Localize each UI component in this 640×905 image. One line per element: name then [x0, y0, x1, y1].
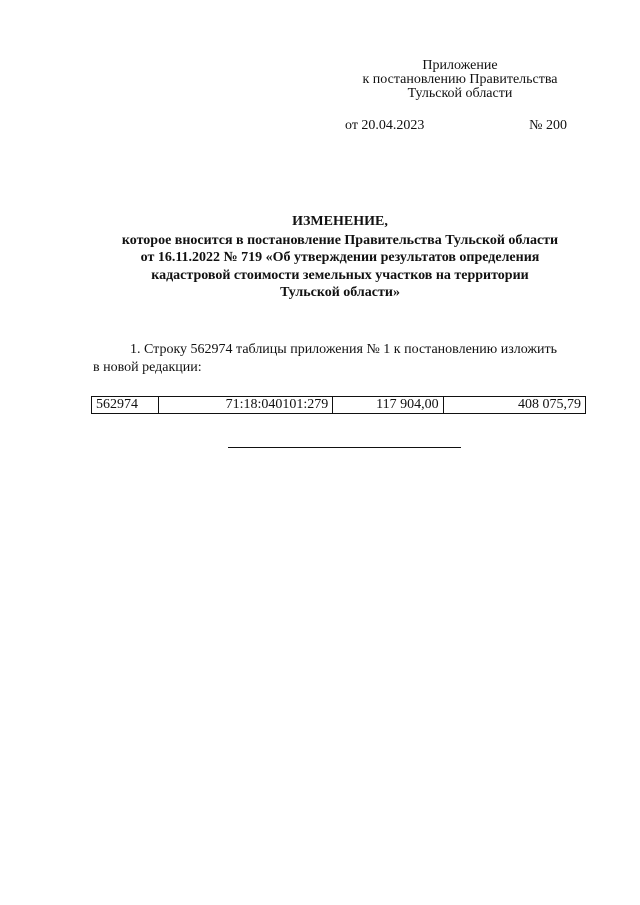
- document-title: [80, 213, 600, 302]
- title-line-3: кадастровой стоимости земельных участков на территории: [151, 267, 529, 283]
- cell-row-id: 562974: [92, 397, 159, 414]
- cell-cadastral-value: 408 075,79: [443, 397, 585, 414]
- appendix-line-2: к постановлению Правительства: [362, 72, 558, 87]
- appendix-header: [330, 59, 590, 101]
- title-line-4: Тульской области»: [280, 285, 400, 300]
- body-line-1: 1. Строку 562974 таблицы приложения № 1 к постановлению изложить: [130, 342, 558, 357]
- appendix-line-3: Тульской области: [407, 86, 513, 101]
- title-line-1: которое вносится в постановление Правительства Тульской области: [121, 232, 559, 248]
- body-line-2: в новой редакции:: [93, 360, 202, 375]
- title-heading: ИЗМЕНЕНИЕ,: [292, 214, 388, 229]
- decree-number: № 200: [529, 118, 567, 133]
- decree-date: от 20.04.2023: [345, 118, 425, 133]
- title-line-2: от 16.11.2022 № 719 «Об утверждении результатов определения: [140, 250, 540, 265]
- appendix-line-1: Приложение: [422, 58, 498, 73]
- cell-area: 117 904,00: [333, 397, 443, 414]
- table-row: [92, 397, 586, 414]
- cell-cadastral-number: 71:18:040101:279: [159, 397, 333, 414]
- data-table: [91, 396, 586, 414]
- body-paragraph: [93, 341, 600, 377]
- separator-line: [228, 447, 461, 448]
